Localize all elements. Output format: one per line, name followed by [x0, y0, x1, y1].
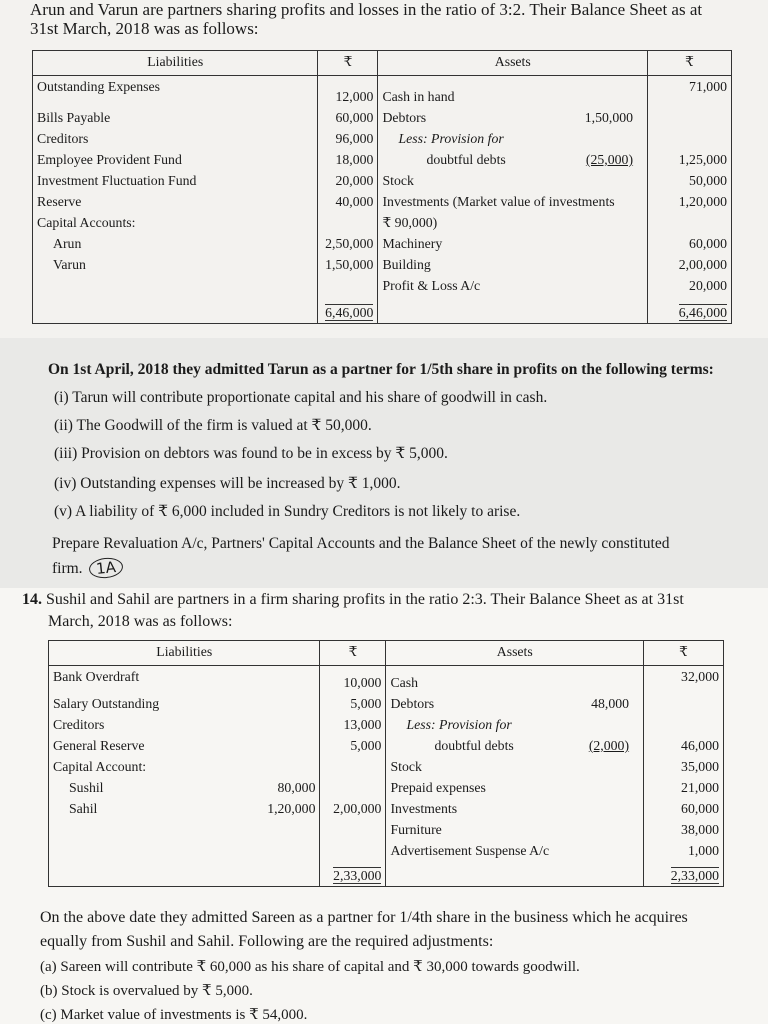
q2-total-assets: 2,33,000: [644, 861, 724, 887]
question-number: 14.: [22, 591, 42, 608]
q1-balance-sheet-table: [32, 50, 732, 324]
liability-label: Capital Accounts:: [33, 212, 318, 233]
q2-adjustment-a: (a) Sareen will contribute ₹ 60,000 as his share of capital and ₹ 30,000 towards goodwill.: [40, 959, 580, 975]
asset-amount: 1,000: [644, 840, 724, 861]
asset-subamount: 48,000: [591, 696, 630, 711]
liability-amount: 2,50,000: [318, 233, 378, 254]
q1-total-assets: 6,46,000: [648, 296, 732, 324]
q2-intro-line2: March, 2018 was as follows:: [48, 613, 233, 630]
asset-label: Cash in hand: [378, 76, 648, 108]
asset-amount: [644, 714, 724, 735]
asset-amount: 35,000: [644, 756, 724, 777]
liability-amount: 60,000: [318, 107, 378, 128]
asset-label: Less: Provision for: [386, 714, 644, 735]
table-row: [33, 149, 732, 170]
liability-subamount: 80,000: [277, 780, 316, 795]
q1-intro-line2: 31st March, 2018 was as follows:: [30, 19, 259, 38]
table-row: [33, 275, 732, 296]
q2-header-assets: Assets: [386, 641, 644, 666]
liability-amount: 13,000: [320, 714, 386, 735]
asset-amount: [648, 107, 732, 128]
liability-label: General Reserve: [49, 735, 320, 756]
q1-term-iii: (iii) Provision on debtors was found to be in excess by ₹ 5,000.: [54, 445, 448, 462]
table-row: [49, 798, 724, 819]
liability-amount: 40,000: [318, 191, 378, 212]
asset-label: Debtors 1,50,000: [378, 107, 648, 128]
q2-adjustment-c: (c) Market value of investments is ₹ 54,000.: [40, 1007, 308, 1023]
empty-cell: [49, 840, 320, 861]
q2-after-line2: equally from Sushil and Sahil. Following are the required adjustments:: [40, 933, 494, 950]
asset-amount: 2,00,000: [648, 254, 732, 275]
empty-cell: [386, 861, 644, 887]
q2-intro-line1: [22, 590, 762, 609]
q1-intro-line1: Arun and Varun are partners sharing profits and losses in the ratio of 3:2. Their Balance Sheet as at: [30, 0, 703, 19]
liability-label: Creditors: [33, 128, 318, 149]
liability-amount: [318, 212, 378, 233]
q1-total-row: [33, 296, 732, 324]
table-row: [33, 212, 732, 233]
liability-label: Bank Overdraft: [49, 666, 320, 694]
liability-amount: 18,000: [318, 149, 378, 170]
table-row: [49, 666, 724, 694]
liability-label: Employee Provident Fund: [33, 149, 318, 170]
q1-header-rupee-assets: ₹: [648, 51, 732, 76]
asset-amount: 71,000: [648, 76, 732, 108]
q2-total-row: [49, 861, 724, 887]
asset-label: Less: Provision for: [378, 128, 648, 149]
liability-amount: 1,50,000: [318, 254, 378, 275]
liability-amount: 2,00,000: [320, 798, 386, 819]
empty-cell: [318, 275, 378, 296]
empty-cell: [320, 840, 386, 861]
asset-label: Machinery: [378, 233, 648, 254]
q1-term-v: (v) A liability of ₹ 6,000 included in Sundry Creditors is not likely to arise.: [54, 503, 521, 520]
empty-cell: [33, 296, 318, 324]
liability-label: Reserve: [33, 191, 318, 212]
liability-amount: 5,000: [320, 735, 386, 756]
asset-subamount: (2,000): [588, 738, 630, 753]
table-row: [33, 128, 732, 149]
q2-header-rupee-assets: ₹: [644, 641, 724, 666]
question-13-terms-section: [0, 338, 768, 588]
table-row: [33, 170, 732, 191]
asset-amount: 38,000: [644, 819, 724, 840]
liability-amount: [320, 756, 386, 777]
asset-label: ₹ 90,000): [378, 212, 648, 233]
asset-amount: [644, 693, 724, 714]
asset-amount: [648, 212, 732, 233]
table-row: [49, 735, 724, 756]
q1-total-liabilities: 6,46,000: [318, 296, 378, 324]
liability-amount: 10,000: [320, 666, 386, 694]
table-row: [49, 756, 724, 777]
asset-label: Debtors 48,000: [386, 693, 644, 714]
empty-cell: [49, 861, 320, 887]
empty-cell: [320, 819, 386, 840]
q1-task-line1: Prepare Revaluation A/c, Partners' Capital Accounts and the Balance Sheet of the newly constituted: [52, 535, 670, 552]
asset-label: Prepaid expenses: [386, 777, 644, 798]
asset-amount: 21,000: [644, 777, 724, 798]
empty-cell: [33, 275, 318, 296]
asset-label: Furniture: [386, 819, 644, 840]
liability-label: Creditors: [49, 714, 320, 735]
q2-header-liabilities: Liabilities: [49, 641, 320, 666]
asset-amount: 1,20,000: [648, 191, 732, 212]
handwritten-answer-mark: 1A: [88, 556, 124, 579]
table-row: [49, 819, 724, 840]
asset-amount: 32,000: [644, 666, 724, 694]
table-row: [49, 840, 724, 861]
q2-after-line1: On the above date they admitted Sareen as a partner for 1/4th share in the business which he acquires: [40, 909, 688, 926]
asset-amount: 60,000: [648, 233, 732, 254]
asset-label: Building: [378, 254, 648, 275]
table-row: [33, 107, 732, 128]
q2-adjustment-b: (b) Stock is overvalued by ₹ 5,000.: [40, 983, 253, 999]
table-row: [33, 76, 732, 108]
q1-task-line2: firm. 1A: [52, 558, 122, 578]
q1-table-header: [33, 51, 732, 76]
q1-header-assets: Assets: [378, 51, 648, 76]
liability-amount: 20,000: [318, 170, 378, 191]
asset-amount: 1,25,000: [648, 149, 732, 170]
asset-label: doubtful debts (25,000): [378, 149, 648, 170]
q2-balance-sheet-table: [48, 640, 724, 887]
asset-label: Profit & Loss A/c: [378, 275, 648, 296]
q1-term-iv: (iv) Outstanding expenses will be increased by ₹ 1,000.: [54, 475, 401, 492]
q2-total-liabilities: 2,33,000: [320, 861, 386, 887]
empty-cell: [49, 819, 320, 840]
asset-label: doubtful debts (2,000): [386, 735, 644, 756]
q2-header-rupee: ₹: [320, 641, 386, 666]
liability-label: Outstanding Expenses: [33, 76, 318, 108]
asset-amount: 50,000: [648, 170, 732, 191]
q1-terms-intro: On 1st April, 2018 they admitted Tarun as a partner for 1/5th share in profits on the following terms:: [48, 361, 714, 378]
q2-intro-text: Sushil and Sahil are partners in a firm sharing profits in the ratio 2:3. Their Balance Sheet as at 31st: [46, 591, 684, 608]
q1-header-liabilities: Liabilities: [33, 51, 318, 76]
asset-subamount: (25,000): [585, 152, 634, 167]
asset-label: Investments: [386, 798, 644, 819]
liability-label: Salary Outstanding: [49, 693, 320, 714]
table-row: [49, 777, 724, 798]
liability-amount: 12,000: [318, 76, 378, 108]
liability-label: Capital Account:: [49, 756, 320, 777]
question-14-section: [0, 588, 768, 1024]
asset-label: Cash: [386, 666, 644, 694]
asset-amount: [648, 128, 732, 149]
liability-amount: 96,000: [318, 128, 378, 149]
liability-amount: [320, 777, 386, 798]
liability-label: Varun: [33, 254, 318, 275]
asset-label: Stock: [386, 756, 644, 777]
liability-label: Sushil 80,000: [49, 777, 320, 798]
table-row: [33, 233, 732, 254]
liability-label: Bills Payable: [33, 107, 318, 128]
table-row: [49, 714, 724, 735]
asset-amount: 20,000: [648, 275, 732, 296]
liability-subamount: 1,20,000: [267, 801, 316, 816]
table-row: [33, 191, 732, 212]
q1-term-i: (i) Tarun will contribute proportionate capital and his share of goodwill in cash.: [54, 389, 548, 406]
asset-subamount: 1,50,000: [584, 110, 634, 125]
asset-amount: 46,000: [644, 735, 724, 756]
table-row: [33, 254, 732, 275]
table-row: [49, 693, 724, 714]
liability-label: Investment Fluctuation Fund: [33, 170, 318, 191]
asset-label: Investments (Market value of investments: [378, 191, 648, 212]
asset-label: Advertisement Suspense A/c: [386, 840, 644, 861]
liability-amount: 5,000: [320, 693, 386, 714]
q2-table-header: [49, 641, 724, 666]
asset-amount: 60,000: [644, 798, 724, 819]
q1-term-ii: (ii) The Goodwill of the firm is valued at ₹ 50,000.: [54, 417, 372, 434]
empty-cell: [378, 296, 648, 324]
question-13-balance-sheet-section: [0, 0, 768, 338]
q1-header-rupee: ₹: [318, 51, 378, 76]
asset-label: Stock: [378, 170, 648, 191]
liability-label: Sahil 1,20,000: [49, 798, 320, 819]
liability-label: Arun: [33, 233, 318, 254]
